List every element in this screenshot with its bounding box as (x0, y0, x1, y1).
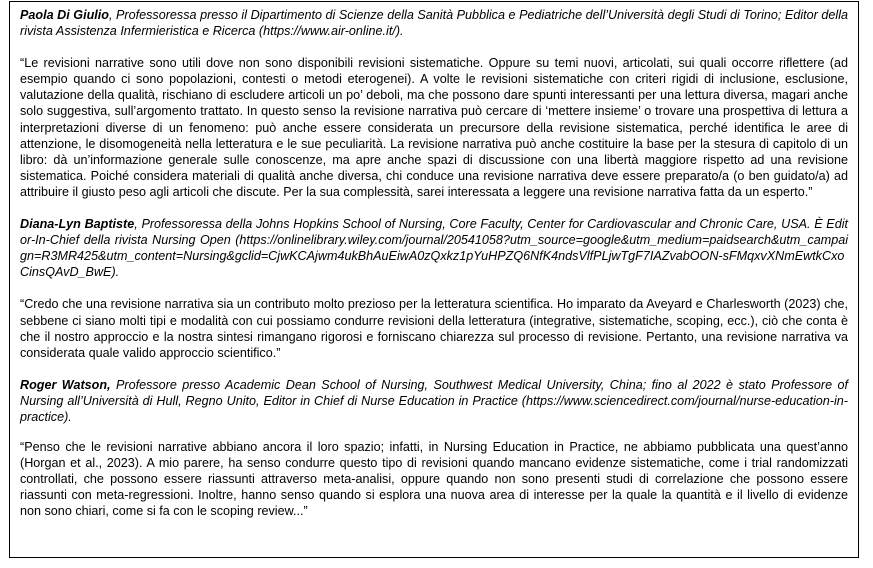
quote-paragraph-di-giulio: “Le revisioni narrative sono utili dove non sono disponibili revisioni sistematiche. Oppure su temi nuovi, articolati, sui quali occorre riflettere (ad esempio quando ci sono popolazioni, contesti o metodi eterogenei). A volte le revisioni sistematiche con criteri rigidi di inclusione, esclusione, valutazione della qualità, rischiano di escludere articoli un po’ deboli, ma che possono dare spunti interessanti per una lettura diversa, magari anche solo suggestiva, sull’argomento trattato. In questo senso la revisione narrativa può cercare di ‘mettere insieme’ o trovare una prospettiva di lettura a interpretazioni diverse di un fenomeno: può anche essere considerata un precursore della revisione sistematica, perché identifica le aree di attenzione, le disomogeneità nella letteratura e le sue peculiarità. La revisione narrativa può anche costituire la base per la stesura di capitolo di un libro: dà un’informazione generale sulle conoscenze, ma apre anche spazi di discussione con una libertà maggiore rispetto ad una revisione sistematica. Poiché considera materiali di qualità anche diversa, chi conduce una revisione narrativa deve essere preparato/a (o ben guidato/a) ad attribuire il giusto peso agli articoli che discute. Per la sua complessità, sarei interessata a leggere una revisione narrativa fatta da un esperto.” (20, 56, 848, 199)
quote-paragraph-baptiste: “Credo che una revisione narrativa sia un contributo molto prezioso per la letteratura scientifica. Ho imparato da Aveyard e Charlesworth (2023) che, sebbene ci siano molti tipi e modalità con cui possiamo condurre revisioni della letteratura (integrative, sistematiche, scoping, ecc.), ciò che conta è che il nostro approccio e la nostra sintesi rimangano rigorosi e forniscano chiarezza sul processo di revisione. Pertanto, una revisione narrativa va considerata quale valido approccio scientifico.” (20, 297, 848, 360)
quote-box (9, 1, 859, 558)
author-paragraph-watson (20, 377, 848, 425)
author-paragraph-di-giulio (20, 7, 848, 39)
author-affiliation: , Professoressa presso il Dipartimento di Scienze della Sanità Pubblica e Pediatriche dell’Università degli Studi di Torino; Editor della rivista Assistenza Infermieristica e Ricerca (https://www.air-online.it/). (20, 8, 848, 39)
quote-paragraph-watson: “Penso che le revisioni narrative abbiano ancora il loro spazio; infatti, in Nursing Education in Practice, ne abbiamo pubblicata una quest’anno (Horgan et al., 2023). A mio parere, ha senso condurre questo tipo di revisioni quando mancano evidenze sistematiche, come i trial randomizzati controllati, che possono essere riassunti attraverso meta-analisi, oppure quando non sono presenti studi di correlazione che possono essere riassunti con meta-regressioni. Inoltre, hanno senso quando si esplora una nuova area di interesse per la quale la quantità e il livello di evidenze non sono chiari, come si fa con le scoping review...” (20, 440, 848, 519)
author-name: Roger Watson, (20, 377, 111, 392)
author-affiliation: Professore presso Academic Dean School of Nursing, Southwest Medical University, China; fino al 2022 è stato Professore of Nursing all’Università di Hull, Regno Unito, Editor in Chief di Nurse Education in Practice (https://www.sciencedirect.com/journal/nurse-education-in-practice). (20, 377, 848, 424)
author-affiliation: , Professoressa della Johns Hopkins School of Nursing, Core Faculty, Center for Cardiovascular and Chronic Care, USA. È Editor-In-Chief della rivista Nursing Open (https://onlinelibrary.wiley.com/journal/20541058?utm_source=google&utm_medium=paidsearch&utm_campaign=R3MR425&utm_content=Nursing&gclid=CjwKCAjwm4ukBhAuEiwA0zQxkz1pYuHPZQ6NfK4ndsVlfPLjwTgF7IAZvabOON-sFMqxvXNmEwtkCxoCinsQAvD_BwE). (20, 217, 848, 280)
author-paragraph-baptiste (20, 216, 848, 280)
author-name: Diana-Lyn Baptiste (20, 217, 135, 232)
author-name: Paola Di Giulio (20, 8, 109, 22)
